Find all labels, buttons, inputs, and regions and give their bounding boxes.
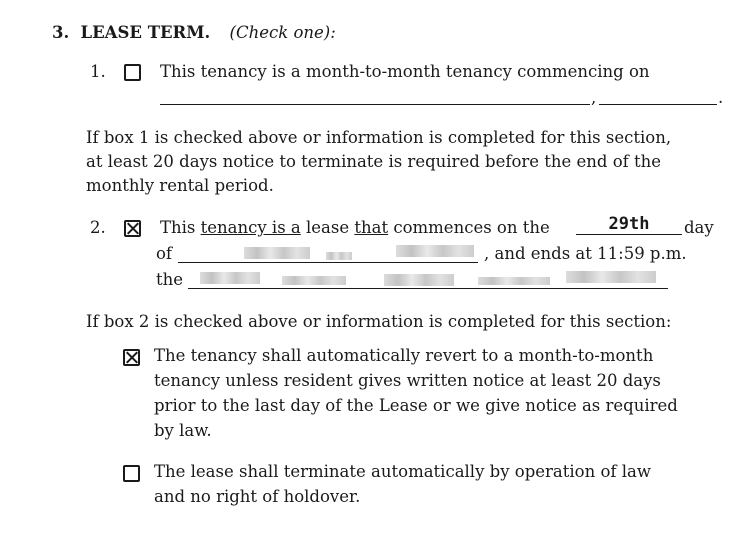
- terminate-automatically-checkbox[interactable]: [123, 465, 140, 482]
- option1-start-date-blank[interactable]: [160, 104, 590, 105]
- option2-checkbox[interactable]: [124, 220, 141, 237]
- option1-text: This tenancy is a month-to-month tenancy commencing on: [160, 62, 650, 81]
- revert-text-line-3: prior to the last day of the Lease or we give notice as required: [154, 396, 678, 415]
- option1-period: .: [718, 88, 724, 107]
- redacted-end-day: [200, 272, 260, 284]
- section-header: [52, 23, 336, 43]
- option2-day-value: 29th: [608, 214, 650, 234]
- redacted-end-fragment: [478, 277, 550, 285]
- option2-start-month-blank[interactable]: [178, 262, 478, 263]
- option2-day-field[interactable]: [576, 214, 682, 235]
- option1-comma: ,: [591, 88, 597, 107]
- option2-note: If box 2 is checked above or information is completed for this section:: [86, 312, 672, 331]
- option2-day-label: day: [684, 218, 714, 237]
- option1-note-line-2: at least 20 days notice to terminate is required before the end of the: [86, 152, 662, 171]
- option1-note-line-1: If box 1 is checked above or information is completed for this section,: [86, 128, 672, 147]
- revert-text-line-4: by law.: [154, 421, 212, 440]
- redacted-end-of: [282, 276, 346, 285]
- terminate-text-line-1: The lease shall terminate automatically by operation of law: [154, 462, 652, 481]
- option2-the-label: the: [156, 270, 184, 289]
- option2-text: This tenancy is a lease that commences on the: [160, 218, 550, 237]
- option2-of-label: of: [156, 244, 173, 263]
- option1-year-blank[interactable]: [599, 104, 717, 105]
- section-instruction: (Check one):: [229, 23, 336, 42]
- section-title: LEASE TERM.: [80, 23, 211, 42]
- terminate-text-line-2: and no right of holdover.: [154, 487, 361, 506]
- option2-ends-text: , and ends at 11:59 p.m.: [484, 244, 687, 263]
- redacted-fragment: [326, 252, 352, 260]
- option1-checkbox[interactable]: [124, 64, 141, 81]
- redacted-end-month: [384, 274, 454, 286]
- option1-number: 1.: [90, 62, 106, 81]
- option2-number: 2.: [90, 218, 106, 237]
- option2-end-date-blank[interactable]: [188, 288, 668, 289]
- redacted-year: [396, 245, 474, 257]
- option1-note-line-3: monthly rental period.: [86, 176, 274, 195]
- section-number: 3.: [52, 23, 70, 42]
- revert-text-line-2: tenancy unless resident gives written notice at least 20 days: [154, 371, 661, 390]
- revert-month-to-month-checkbox[interactable]: [123, 349, 140, 366]
- revert-text-line-1: The tenancy shall automatically revert to a month-to-month: [154, 346, 654, 365]
- redacted-end-year: [566, 271, 656, 283]
- redacted-month: [244, 247, 310, 259]
